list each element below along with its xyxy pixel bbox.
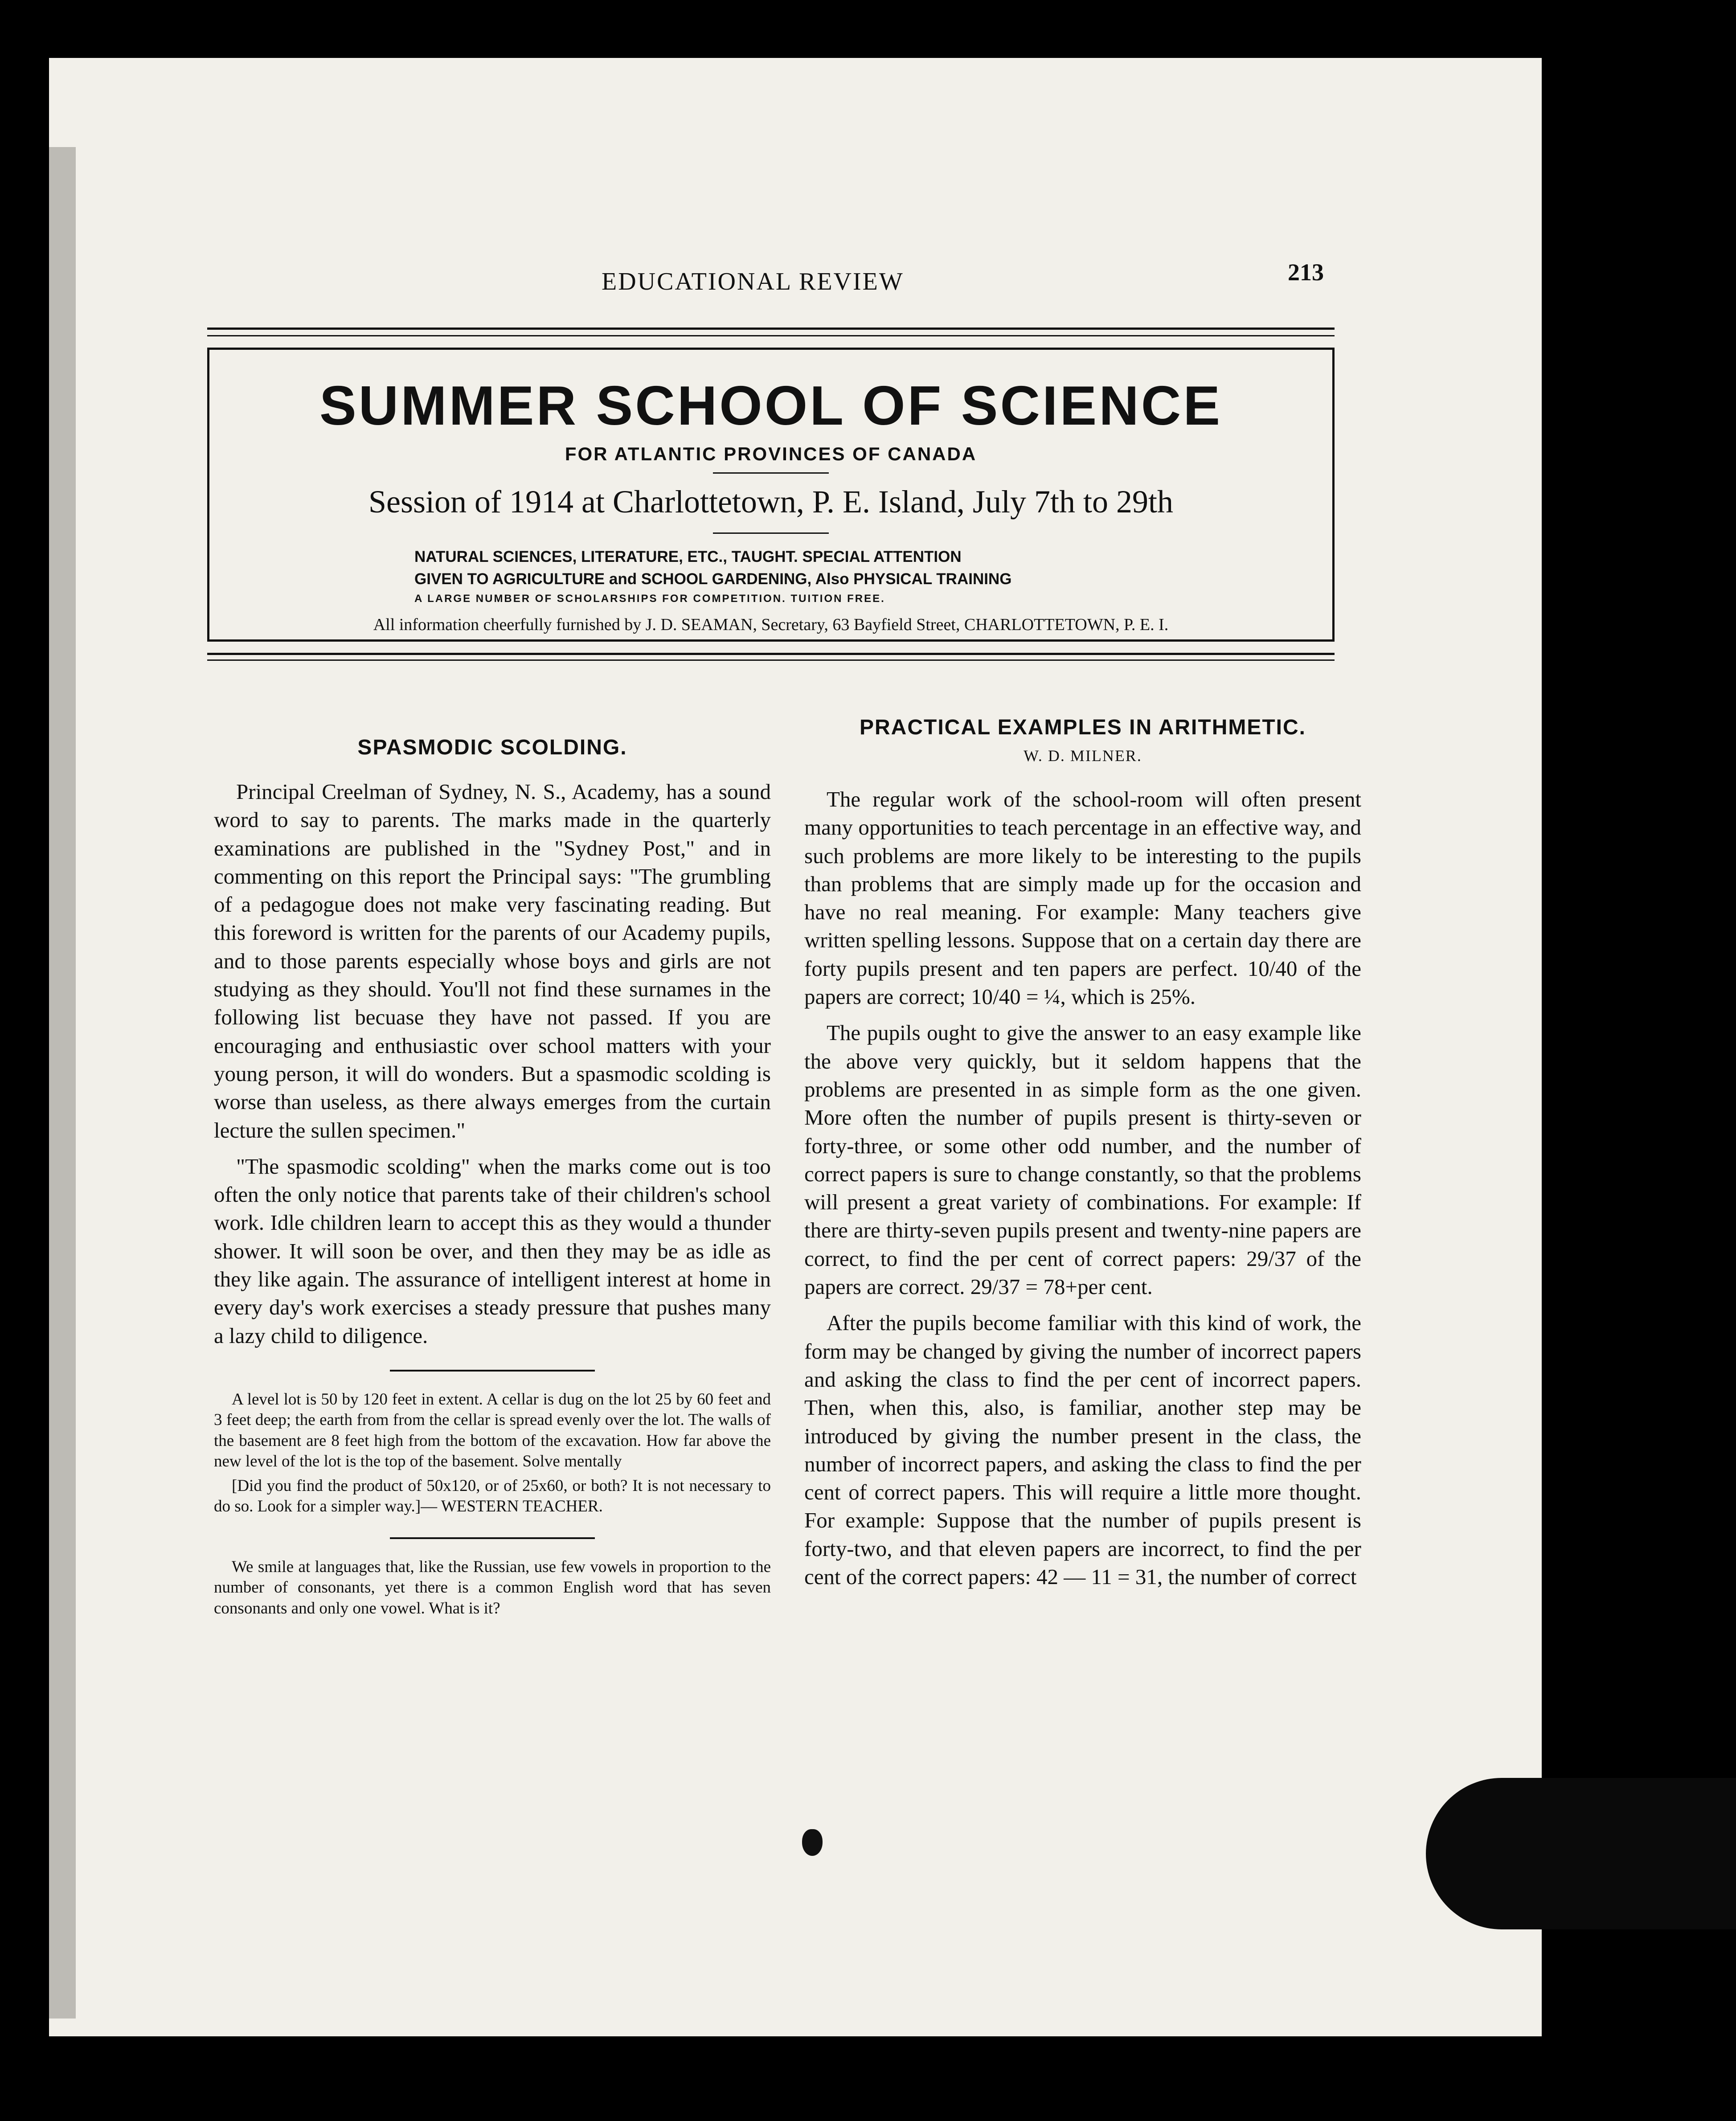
- note-paragraph: A level lot is 50 by 120 feet in extent. A cellar is dug on the lot 25 by 60 feet and 3 feet deep; the earth from from the cellar is spread evenly over the lot. The walls of the basement are 8 feet high from the bottom of the excavation. How far above the new level of the lot is the top of the basement. Solve mentally: [214, 1390, 771, 1471]
- advertisement-box: [207, 348, 1335, 642]
- article-paragraph: Principal Creelman of Sydney, N. S., Academy, has a sound word to say to parents. The marks made in the quarterly examinations are published in the "Sydney Post," and in commenting on this report the Principal says: "The grumbling of a pedagogue does not make very fascinating reading. But this foreword is written for the parents of our Academy pupils, and to those parents especially whose boys and girls are not studying as they should. You'll not find these surnames in the following list becuase they have not passed. If you are encouraging and enthusiastic over school matters with your young person, it will do wonders. But a spasmodic scolding is worse than useless, as there always emerges from the curtain lecture the sullen specimen.": [214, 779, 771, 1142]
- ad-divider-2: [713, 532, 829, 534]
- article-paragraph: "The spasmodic scolding" when the marks come out is too often the only notice that parents take of their children's school work. Idle children learn to accept this as they would a thunder shower. It will soon be over, and then they may be as idle as they like again. The assurance of intelligent interest at home in every day's work exercises a steady pressure that pushes many a lazy child to diligence.: [214, 1154, 771, 1348]
- article-paragraph: The regular work of the school-room will often present many opportunities to teach percentage in an effective way, and such problems are more likely to be interesting to the pupils than problems that are simply made up for the occasion and have no real meaning. For example: Many teachers give written spelling lessons. Suppose that on a certain day there are forty pupils present and ten papers are perfect. 10/40 of the papers are correct; 10/40 = ¼, which is 25%.: [804, 787, 1361, 1009]
- article-paragraph: After the pupils become familiar with this kind of work, the form may be changed by giving the number of incorrect papers and asking the class to find the per cent of incorrect papers. Then, when this, also, is familiar, another step may be introduced by giving the number present in the class, the number of incorrect papers, and asking the class to find the per cent of correct papers. This will require a little more thought. For example: Suppose that the number of pupils present is forty-two, and that eleven papers are incorrect, to find the per cent of the correct papers: 42 — 11 = 31, the number of correct: [804, 1310, 1361, 1589]
- ad-scholarships: A LARGE NUMBER OF SCHOLARSHIPS FOR COMPETITION. TUITION FREE.: [414, 593, 885, 605]
- note-paragraph: We smile at languages that, like the Russian, use few vowels in proportion to the number of consonants, yet there is a common English word that has seven consonants and only one vowel. What is it?: [214, 1557, 771, 1617]
- ink-blot: [802, 1829, 823, 1856]
- article-title-spasmodic-scolding: SPASMODIC SCOLDING.: [357, 736, 627, 759]
- article-title-practical-examples: PRACTICAL EXAMPLES IN ARITHMETIC.: [859, 716, 1306, 739]
- left-column: [214, 735, 771, 1619]
- note-paragraph: [Did you find the product of 50x120, or of 25x60, or both? It is not necessary to do so. Look for a simpler way.]— WESTERN TEACHER.: [214, 1476, 771, 1516]
- page-number: 213: [1288, 259, 1324, 286]
- ad-subtitle: FOR ATLANTIC PROVINCES OF CANADA: [565, 443, 977, 464]
- top-rule-1: [207, 328, 1335, 330]
- section-divider: [390, 1537, 595, 1539]
- mid-rule-1: [207, 653, 1335, 655]
- mid-rule-2: [207, 659, 1335, 661]
- ad-features-line-1: NATURAL SCIENCES, LITERATURE, ETC., TAUGHT. SPECIAL ATTENTION: [414, 548, 962, 565]
- ad-session: Session of 1914 at Charlottetown, P. E. Island, July 7th to 29th: [368, 484, 1173, 520]
- section-divider: [390, 1370, 595, 1372]
- ad-title: SUMMER SCHOOL OF SCIENCE: [319, 375, 1223, 437]
- ad-divider-1: [713, 472, 829, 474]
- article-paragraph: The pupils ought to give the answer to an easy example like the above very quickly, but it seldom happens that the problems are presented in as simple form as the one given. More often the number of pupils present is thirty-seven or forty-three, or some other odd number, and the number of correct papers is sure to change constantly, so that the problems will present a great variety of combinations. For example: If there are thirty-seven pupils present and twenty-nine papers are correct, to find the per cent of correct papers: 29/37 of the papers are correct. 29/37 = 78+per cent.: [804, 1020, 1361, 1299]
- ad-features-line-2: GIVEN TO AGRICULTURE and SCHOOL GARDENING, Also PHYSICAL TRAINING: [414, 570, 1012, 588]
- ad-features: [414, 546, 1127, 590]
- article-author: W. D. MILNER.: [1024, 747, 1142, 765]
- scanned-page: [49, 58, 1542, 2036]
- right-column: [804, 715, 1361, 1591]
- top-rule-2: [207, 335, 1335, 336]
- binder-clip-shadow: [1426, 1778, 1736, 1929]
- running-head: EDUCATIONAL REVIEW: [602, 268, 904, 295]
- ad-contact: All information cheerfully furnished by J. D. SEAMAN, Secretary, 63 Bayfield Street, CHARLOTTETOWN, P. E. I.: [373, 615, 1169, 634]
- binding-shadow: [49, 147, 76, 2019]
